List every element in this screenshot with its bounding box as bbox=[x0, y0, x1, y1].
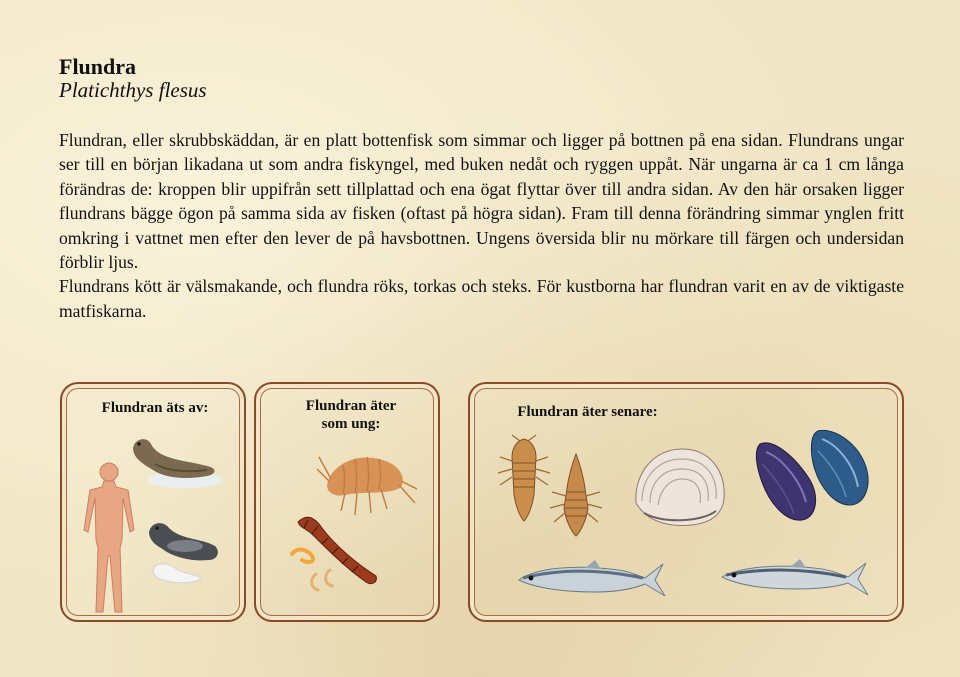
small-worms-image bbox=[286, 544, 346, 594]
herring-image bbox=[515, 556, 667, 602]
page-title: Flundra bbox=[59, 54, 137, 79]
isopod-image bbox=[496, 435, 552, 525]
paragraph-2: Flundrans kött är välsmakande, och flundra röks, torkas och steks. För kustborna har flundran varit en av de viktigaste matfiskarna. bbox=[59, 276, 904, 321]
amphipod-image bbox=[315, 445, 420, 520]
grey-seal-with-pup-image bbox=[145, 518, 225, 588]
adult-food-label: Flundran äter senare: bbox=[517, 404, 658, 420]
isopod-2-image bbox=[548, 452, 604, 542]
mussel-2-image bbox=[806, 425, 872, 511]
clam-shell-image bbox=[630, 443, 730, 531]
seal-on-ice-image bbox=[125, 430, 220, 490]
scientific-name: Platichthys flesus bbox=[59, 78, 207, 102]
young-food-label bbox=[266, 397, 436, 433]
description bbox=[59, 128, 904, 323]
sprat-image bbox=[718, 553, 870, 599]
young-food-label-line2: som ung: bbox=[321, 416, 381, 432]
paragraph-1: Flundran, eller skrubbskäddan, är en platt bottenfisk som simmar och ligger på bottnen på ena sidan. Flundrans ungar ser till en början likadana ut som andra fiskyngel, med buken nedåt och ryggen uppåt. När ungarna är ca 1 cm långa förändras de: kroppen blir uppifrån sett tillplattad och ena ögat flyttar över till andra sidan. Av den här orsaken ligger flundrans bägge ögon på samma sida av fisken (oftast på högra sidan). Fram till denna förändring simmar ynglen fritt omkring i vattnet men efter den lever de på havsbottnen. Ungens översida blir nu mörkare till färgen och undersidan förblir ljus. bbox=[59, 130, 904, 273]
young-food-label-line1: Flundran äter bbox=[305, 398, 397, 414]
predators-label: Flundran äts av: bbox=[101, 400, 209, 416]
